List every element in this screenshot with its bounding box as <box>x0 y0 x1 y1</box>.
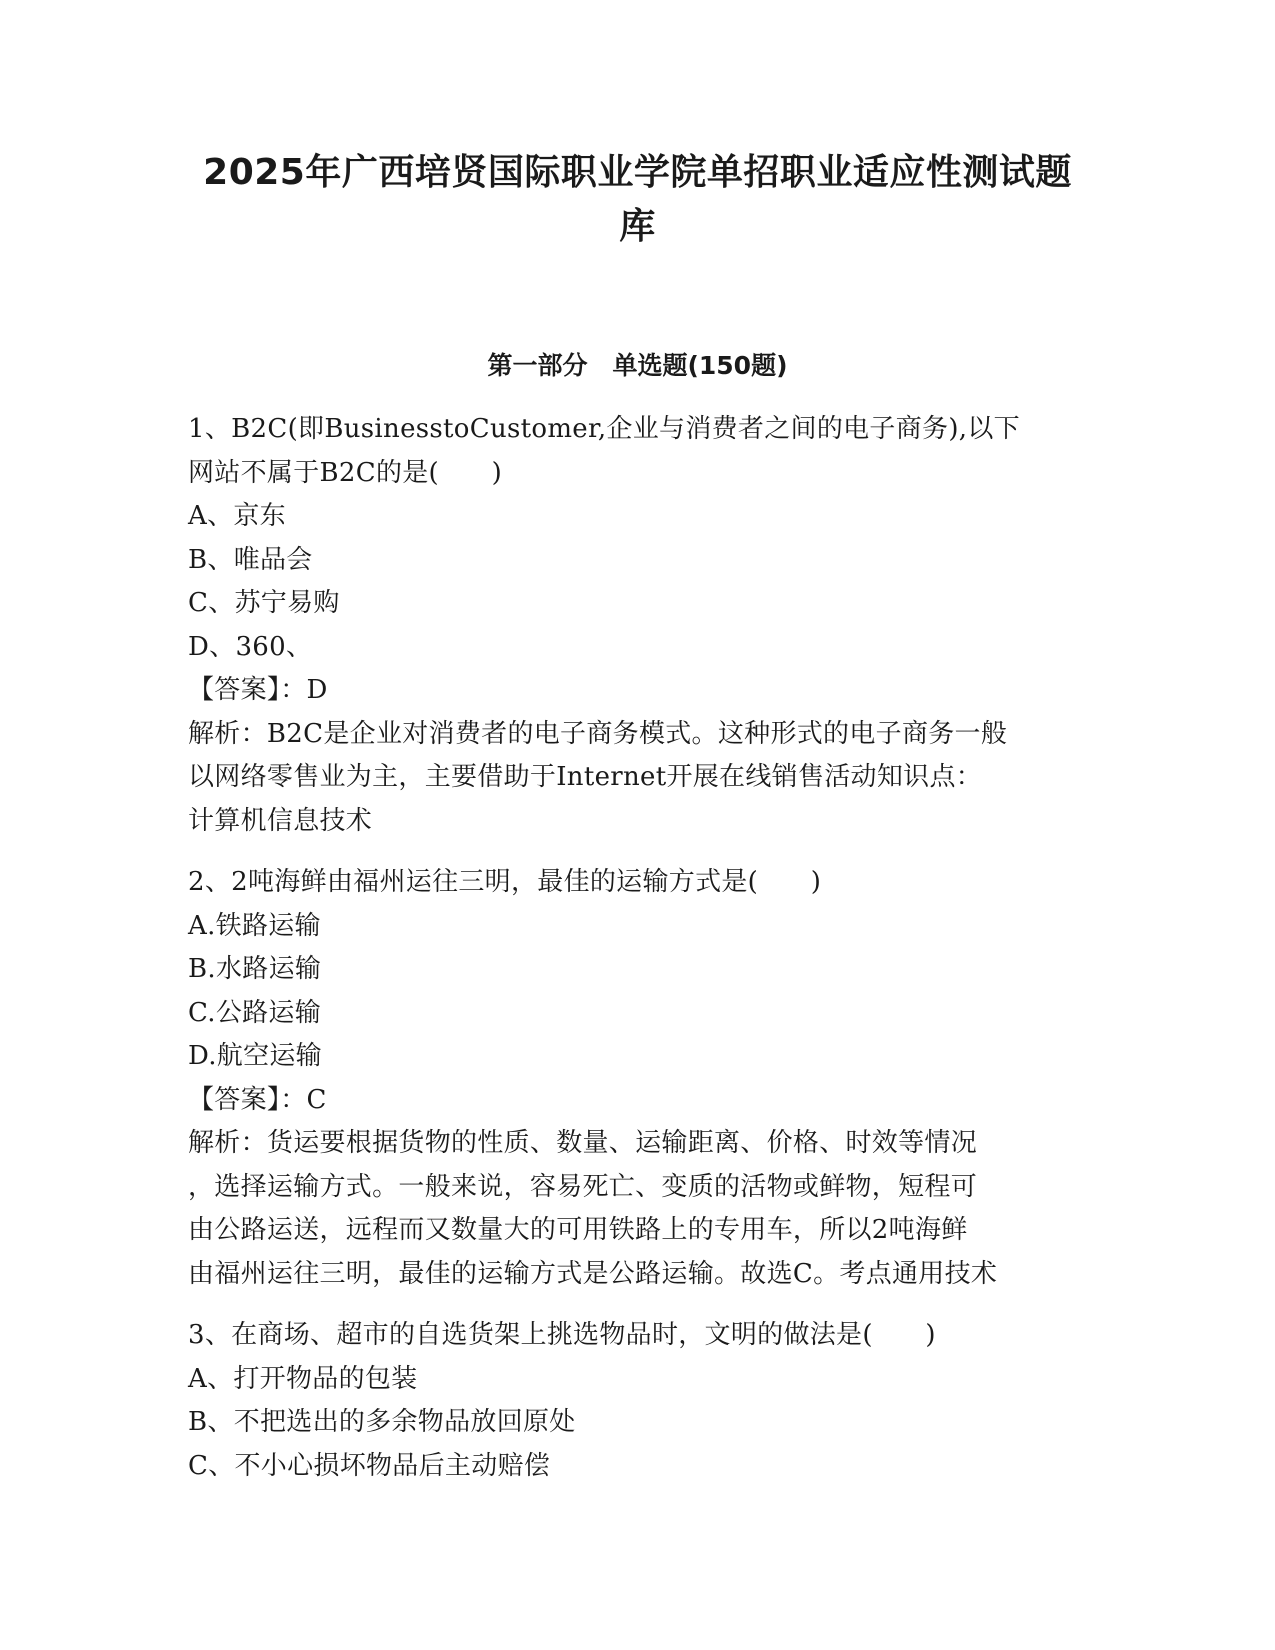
analysis-line: 解析：B2C是企业对消费者的电子商务模式。这种形式的电子商务一般 <box>188 718 1008 749</box>
question-stem-line: 3、在商场、超市的自选货架上挑选物品时，文明的做法是( ) <box>188 1320 936 1350</box>
question-3 <box>188 1314 1088 1488</box>
document-title: 2025年广西培贤国际职业学院单招职业适应性测试题库 <box>203 152 1072 247</box>
option-a: A.铁路运输 <box>188 910 321 941</box>
analysis-line: 解析：货运要根据货物的性质、数量、运输距离、价格、时效等情况 <box>188 1128 978 1158</box>
option-d: D、360、 <box>188 631 313 662</box>
option-d: D.航空运输 <box>188 1041 322 1071</box>
analysis-line: ，选择运输方式。一般来说，容易死亡、变质的活物或鲜物，短程可 <box>188 1171 978 1202</box>
question-2 <box>188 861 1088 1296</box>
option-b: B.水路运输 <box>188 954 322 984</box>
question-1 <box>188 408 1088 843</box>
option-b: B、唯品会 <box>188 544 313 575</box>
question-stem-line: 1、B2C(即BusinesstoCustomer,企业与消费者之间的电子商务),以下 <box>188 414 1020 444</box>
option-b: B、不把选出的多余物品放回原处 <box>188 1407 576 1437</box>
analysis-line: 由公路运送，远程而又数量大的可用铁路上的专用车，所以2吨海鲜 <box>188 1215 968 1245</box>
answer-line: 【答案】：D <box>188 675 328 705</box>
option-c: C.公路运输 <box>188 997 322 1028</box>
answer-line: 【答案】：C <box>188 1084 327 1115</box>
analysis-line: 以网络零售业为主，主要借助于Internet开展在线销售活动知识点： <box>188 762 983 792</box>
analysis-line: 计算机信息技术 <box>188 805 373 836</box>
option-a: A、京东 <box>188 501 286 531</box>
analysis-line: 由福州运往三明，最佳的运输方式是公路运输。故选C。考点通用技术 <box>188 1258 998 1289</box>
section-heading: 第一部分 单选题(150题) <box>487 351 788 380</box>
option-c: C、不小心损坏物品后主动赔偿 <box>188 1450 551 1481</box>
question-stem-line: 2、2吨海鲜由福州运往三明，最佳的运输方式是( ) <box>188 867 822 897</box>
option-a: A、打开物品的包装 <box>188 1363 418 1394</box>
question-stem-line: 网站不属于B2C的是( ) <box>188 457 503 488</box>
question-list <box>188 408 1088 1506</box>
option-c: C、苏宁易购 <box>188 588 340 618</box>
